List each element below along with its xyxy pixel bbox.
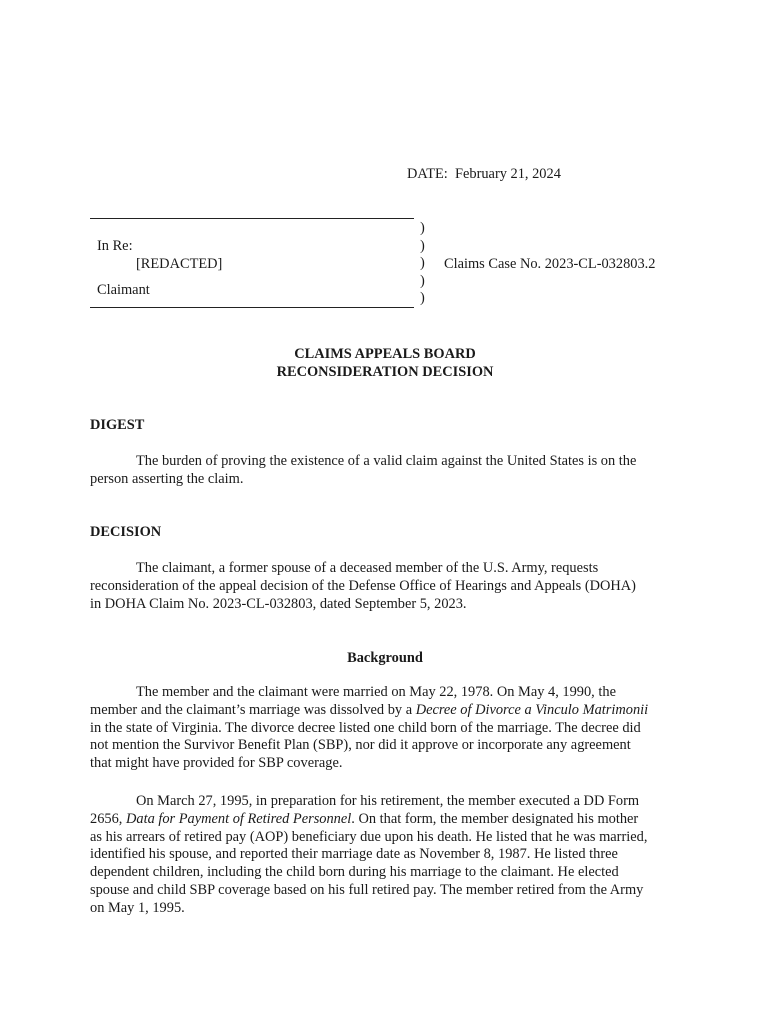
digest-line: The burden of proving the existence of a valid claim against the United States is on the <box>136 453 637 469</box>
decision-paragraph <box>90 560 686 613</box>
caption-paren: ) <box>420 272 425 289</box>
decision-line: reconsideration of the appeal decision of the Defense Office of Hearings and Appeals (DOHA) <box>90 577 636 594</box>
background-heading: Background <box>347 650 423 666</box>
document-title <box>90 346 680 381</box>
background-line: in the state of Virginia. The divorce decree listed one child born of the marriage. The decree did <box>90 719 641 736</box>
background-line: as his arrears of retired pay (AOP) beneficiary due upon his death. He listed that he was married, <box>90 828 648 845</box>
caption-paren: ) <box>420 290 425 307</box>
background-line: that might have provided for SBP coverage. <box>90 755 343 772</box>
background-paragraph-1 <box>90 684 686 773</box>
date-value: February 21, 2024 <box>454 166 561 182</box>
caption-bottom-rule <box>90 307 414 308</box>
case-number: Claims Case No. 2023-CL-032803.2 <box>444 256 656 272</box>
background-line <box>90 702 686 720</box>
digest-paragraph <box>90 453 686 489</box>
background-line: identified his spouse, and reported their marriage date as November 8, 1987. He listed three <box>90 846 618 863</box>
caption-paren-column <box>420 220 425 308</box>
background-line: spouse and child SBP coverage based on his full retired pay. The member retired from the Army <box>90 881 644 898</box>
background-line: The member and the claimant were married on May 22, 1978. On May 4, 1990, the <box>136 684 616 700</box>
caption-paren: ) <box>420 237 425 254</box>
digest-line: person asserting the claim. <box>90 470 244 487</box>
title-line-1: CLAIMS APPEALS BOARD <box>294 346 476 362</box>
caption-paren: ) <box>420 255 425 272</box>
decree-title: Decree of Divorce a Vinculo Matrimonii <box>415 701 649 718</box>
background-line <box>90 811 686 829</box>
caption-top-rule <box>90 218 414 219</box>
form-title: Data for Payment of Retired Personnel <box>125 810 352 827</box>
party-role: Claimant <box>97 282 150 298</box>
background-line: dependent children, including the child born during his marriage to the claimant. He elected <box>90 864 619 881</box>
caption-paren: ) <box>420 220 425 236</box>
background-line: On March 27, 1995, in preparation for his retirement, the member executed a DD Form <box>136 793 640 809</box>
date-label: DATE: <box>407 166 448 182</box>
text-run: . On that form, the member designated his mother <box>351 810 639 827</box>
background-paragraph-2 <box>90 793 686 918</box>
background-line: not mention the Survivor Benefit Plan (SBP), nor did it approve or incorporate any agreement <box>90 737 631 754</box>
party-name: [REDACTED] <box>136 256 223 272</box>
decision-line: in DOHA Claim No. 2023-CL-032803, dated September 5, 2023. <box>90 595 467 612</box>
digest-heading: DIGEST <box>90 417 145 433</box>
text-run: member and the claimant’s marriage was dissolved by a <box>90 701 416 718</box>
decision-date <box>407 166 561 183</box>
decision-heading: DECISION <box>90 524 162 540</box>
title-line-2: RECONSIDERATION DECISION <box>276 363 494 380</box>
decision-line: The claimant, a former spouse of a deceased member of the U.S. Army, requests <box>136 560 599 576</box>
text-run: 2656, <box>90 810 126 827</box>
in-re-label: In Re: <box>97 238 133 254</box>
background-line: on May 1, 1995. <box>90 899 185 916</box>
